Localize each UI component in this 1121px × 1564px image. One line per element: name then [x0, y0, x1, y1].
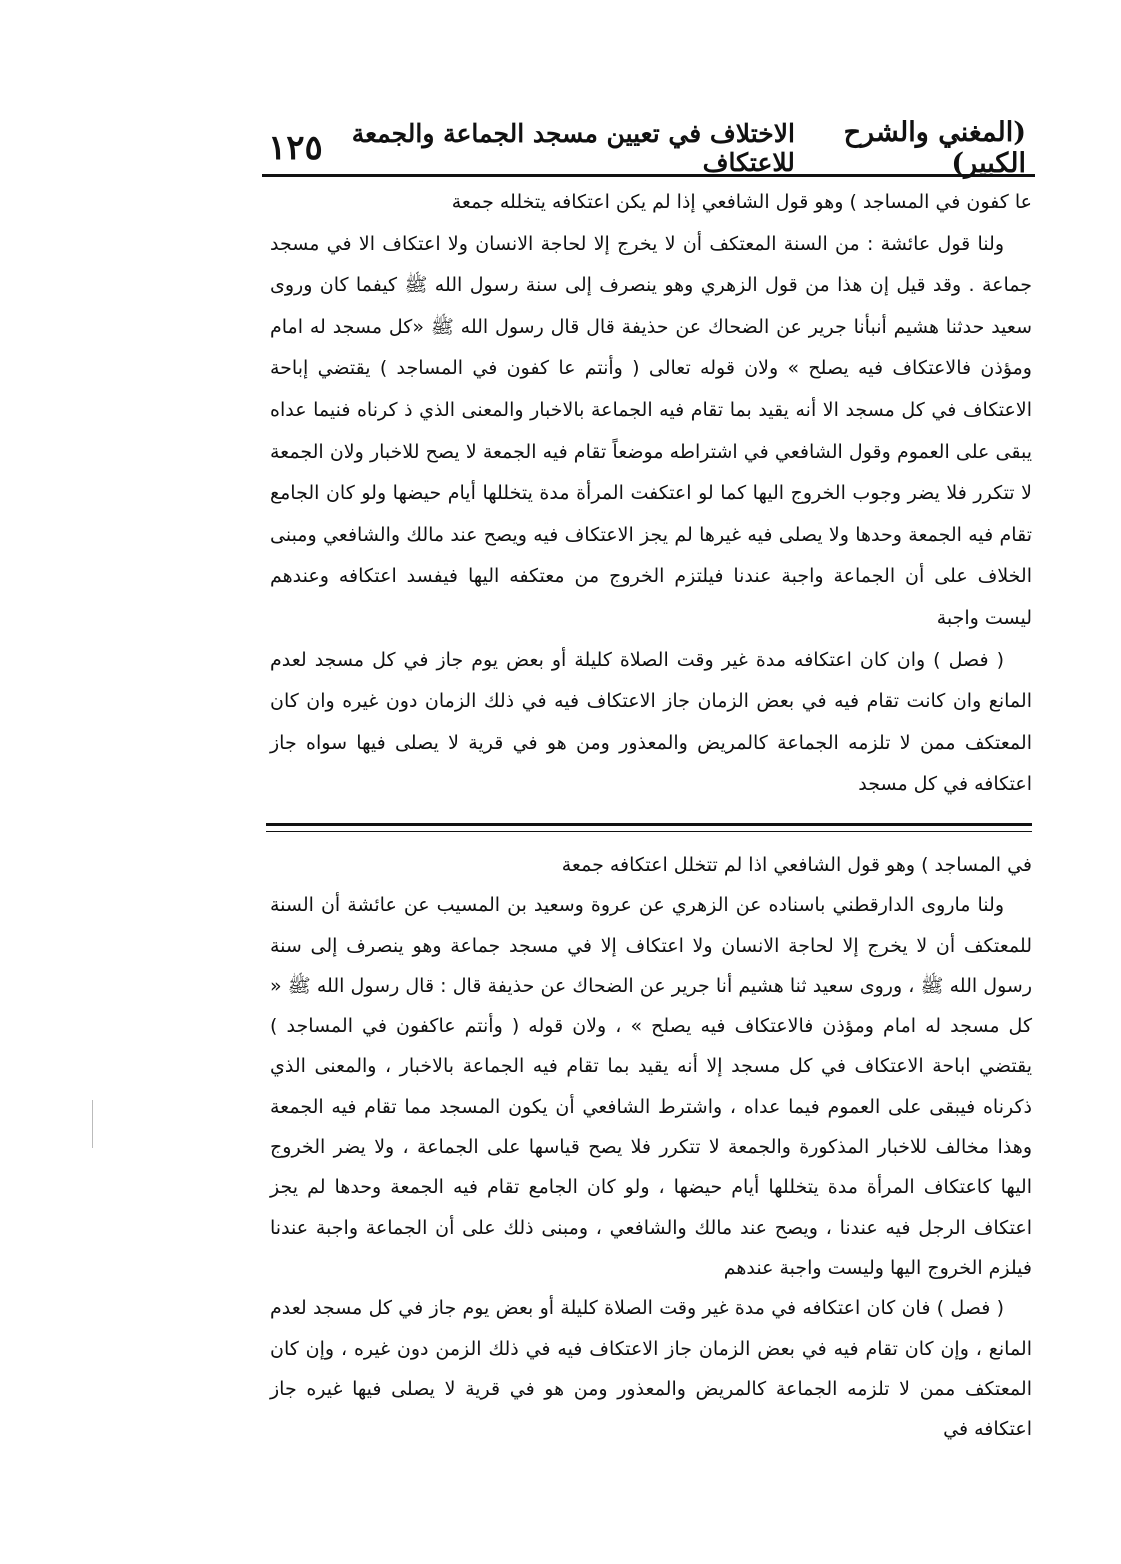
page-number: ١٢٥: [268, 128, 323, 168]
section-divider: [266, 823, 1032, 832]
main-text-paragraph: عا كفون في المساجد ) وهو قول الشافعي إذا لم يكن اعتكافه يتخلله جمعة: [451, 191, 1032, 213]
margin-mark: [92, 1100, 93, 1148]
main-text-paragraph: ( فصل ) وان كان اعتكافه مدة غير وقت الصلاة كليلة أو بعض يوم جاز في كل مسجد لعدم المانع وان كانت تقام فيه في بعض الزمان جاز الاعتكاف فيه في ذلك الزمان دون غيره وان كان المعتكف ممن لا تلزمه الجماعة كالمريض والمعذور ومن هو في قرية لا يصلى فيها سواه جاز اعتكافه في كل مسجد: [270, 648, 1032, 796]
commentary-text-section: [270, 845, 1032, 1449]
header-rule: [262, 174, 1035, 177]
commentary-paragraph: ولنا ماروى الدارقطني باسناده عن الزهري عن عروة وسعيد بن المسيب عن عائشة أن السنة للمعتكف أن لا يخرج إلا لحاجة الانسان ولا اعتكاف إلا في مسجد جماعة وهو ينصرف إلى سنة رسول الله ﷺ ، وروى سعيد ثنا هشيم أنا جرير عن الضحاك عن حذيفة قال : قال رسول الله ﷺ « كل مسجد له امام ومؤذن فالاعتكاف فيه يصلح » ، ولان قوله ( وأنتم عاكفون في المساجد ) يقتضي اباحة الاعتكاف في كل مسجد إلا أنه يقيد بما تقام فيه الجماعة بالاخبار ، والمعنى الذي ذكرناه فيبقى على العموم فيما عداه ، واشترط الشافعي أن يكون المسجد مما تقام فيه الجمعة وهذا مخالف للاخبار المذكورة والجمعة لا تتكرر فلا يصح قياسها على الجماعة ، ولا يضر الخروج اليها كاعتكاف المرأة مدة يتخللها أيام حيضها ، ولو كان الجامع تقام فيه الجمعة وحدها لم يجز اعتكاف الرجل فيه عندنا ، ويصح عند مالك والشافعي ، ومبنى ذلك على أن الجماعة واجبة عندنا فيلزم الخروج اليها وليست واجبة عندهم: [270, 894, 1032, 1279]
commentary-paragraph: في المساجد ) وهو قول الشافعي اذا لم تتخلل اعتكافه جمعة: [561, 854, 1032, 876]
running-header: [268, 117, 1026, 179]
divider-rule-thick: [266, 823, 1032, 826]
commentary-paragraph: ( فصل ) فان كان اعتكافه في مدة غير وقت الصلاة كليلة أو بعض يوم جاز في كل مسجد لعدم المانع ، وإن كان تقام فيه في بعض الزمان جاز الاعتكاف فيه في ذلك الزمن دون غيره ، وإن كان المعتكف ممن لا تلزمه الجماعة كالمريض والمعذور ومن هو في قرية لا يصلى فيها غيره جاز اعتكافه في: [270, 1297, 1032, 1441]
book-title: (المغني والشرح الكبير): [843, 117, 1026, 179]
divider-rule-thin: [266, 831, 1032, 832]
main-text-section: [270, 182, 1032, 806]
chapter-title: الاختلاف في تعيين مسجد الجماعة والجمعة للاعتكاف: [351, 119, 795, 177]
main-text-paragraph: ولنا قول عائشة : من السنة المعتكف أن لا يخرج إلا لحاجة الانسان ولا اعتكاف الا في مسجد جماعة . وقد قيل إن هذا من قول الزهري وهو ينصرف إلى سنة رسول الله ﷺ كيفما كان وروى سعيد حدثنا هشيم أنبأنا جرير عن الضحاك عن حذيفة قال قال رسول الله ﷺ «كل مسجد له امام ومؤذن فالاعتكاف فيه يصلح » ولان قوله تعالى ( وأنتم عا كفون في المساجد ) يقتضي إباحة الاعتكاف في كل مسجد الا أنه يقيد بما تقام فيه الجماعة بالاخبار والمعنى الذي ذ كرناه فنيما عداه يبقى على العموم وقول الشافعي في اشتراطه موضعاً تقام فيه الجمعة لا يصح للاخبار ولان الجمعة لا تتكرر فلا يضر وجوب الخروج اليها كما لو اعتكفت المرأة مدة يتخللها أيام حيضها ولو كان الجامع تقام فيه الجمعة وحدها ولا يصلى فيه غيرها لم يجز الاعتكاف فيه ويصح عند مالك والشافعي ومبنى الخلاف على أن الجماعة واجبة عندنا فيلتزم الخروج من معتكفه اليها فيفسد اعتكافه وعندهم ليست واجبة: [270, 232, 1032, 629]
